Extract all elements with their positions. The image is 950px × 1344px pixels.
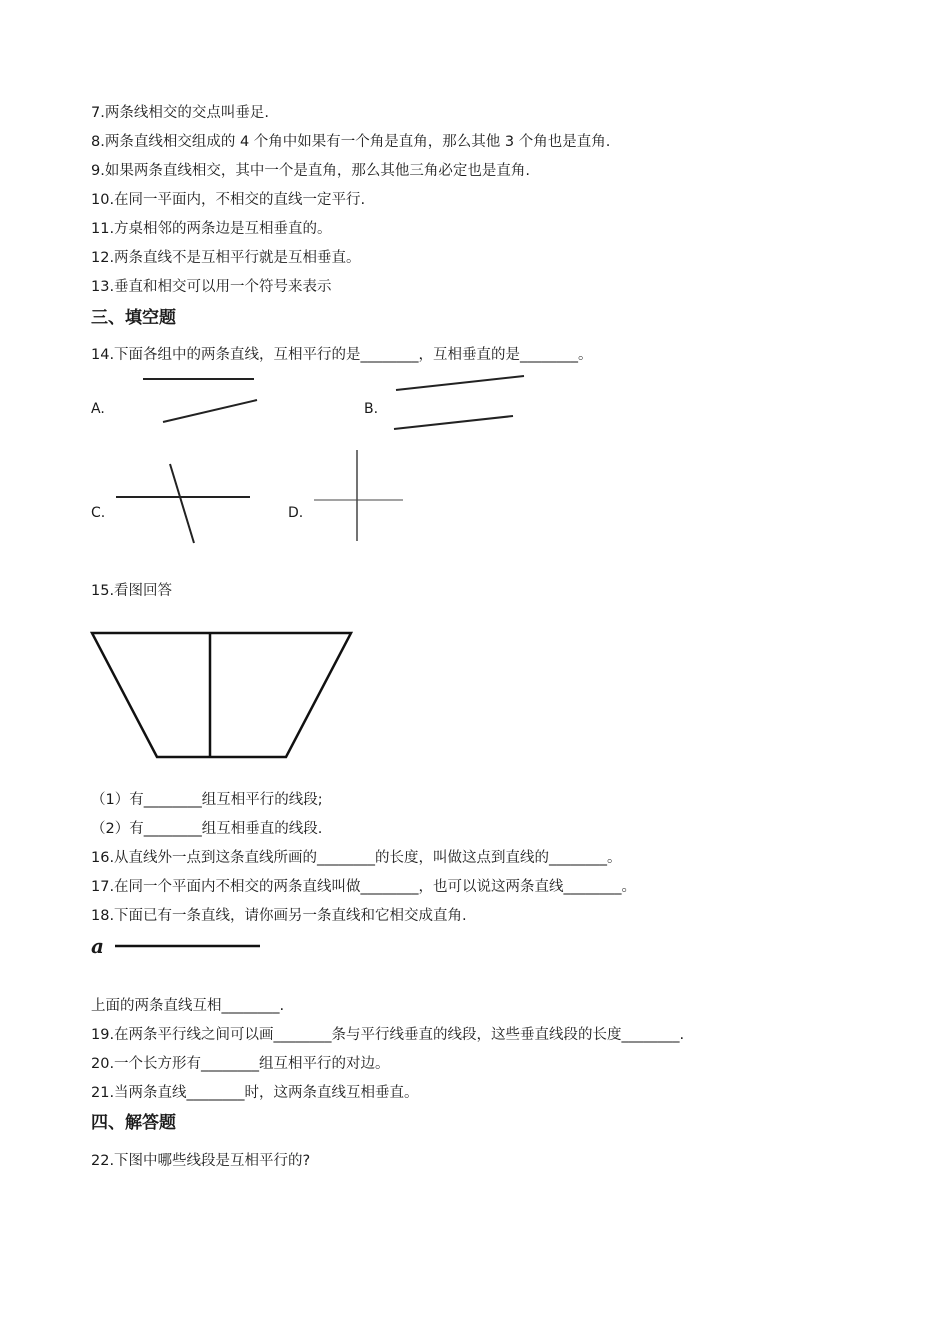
figure-option-b xyxy=(394,376,524,429)
option-c-label: C. xyxy=(91,505,106,521)
figure-option-c xyxy=(116,464,250,543)
option-a-line-2 xyxy=(163,400,257,422)
option-b-label: B. xyxy=(364,401,379,417)
question-15-part-1: （1）有________组互相平行的线段; xyxy=(91,792,323,808)
question-22: 22.下图中哪些线段是互相平行的? xyxy=(91,1153,311,1169)
question-20: 20.一个长方形有________组互相平行的对边。 xyxy=(91,1056,390,1072)
question-12: 12.两条直线不是互相平行就是互相垂直。 xyxy=(91,250,361,266)
section-heading-answer: 四、解答题 xyxy=(91,1113,176,1133)
question-13: 13.垂直和相交可以用一个符号来表示 xyxy=(91,279,332,295)
section-heading-fill-in: 三、填空题 xyxy=(91,308,176,328)
trapezoid-outline xyxy=(92,633,351,757)
question-14: 14.下面各组中的两条直线，互相平行的是________，互相垂直的是________。 xyxy=(91,347,593,363)
question-21: 21.当两条直线________时，这两条直线互相垂直。 xyxy=(91,1085,419,1101)
option-d-label: D. xyxy=(288,505,304,521)
line-a-label: a xyxy=(91,934,104,958)
question-16: 16.从直线外一点到这条直线所画的________的长度，叫做这点到直线的________。 xyxy=(91,850,622,866)
figure-trapezoid xyxy=(92,633,351,757)
figure-option-d xyxy=(314,450,403,541)
question-8: 8.两条直线相交组成的 4 个角中如果有一个角是直角，那么其他 3 个角也是直角. xyxy=(91,134,611,150)
question-11: 11.方桌相邻的两条边是互相垂直的。 xyxy=(91,221,332,237)
question-19: 19.在两条平行线之间可以画________条与平行线垂直的线段，这些垂直线段的长度________. xyxy=(91,1027,685,1043)
figure-option-a xyxy=(143,379,257,422)
question-15: 15.看图回答 xyxy=(91,583,173,599)
option-b-line-2 xyxy=(394,416,513,429)
option-a-label: A. xyxy=(91,401,105,417)
question-10: 10.在同一平面内，不相交的直线一定平行. xyxy=(91,192,366,208)
question-9: 9.如果两条直线相交，其中一个是直角，那么其他三角必定也是直角. xyxy=(91,163,530,179)
question-17: 17.在同一个平面内不相交的两条直线叫做________，也可以说这两条直线________。 xyxy=(91,879,637,895)
question-18: 18.下面已有一条直线，请你画另一条直线和它相交成直角. xyxy=(91,908,467,924)
question-18-answer: 上面的两条直线互相________. xyxy=(91,998,285,1014)
question-15-part-2: （2）有________组互相垂直的线段. xyxy=(91,821,323,837)
option-c-line-2 xyxy=(170,464,194,543)
option-b-line-1 xyxy=(396,376,524,390)
question-7: 7.两条线相交的交点叫垂足. xyxy=(91,105,269,121)
